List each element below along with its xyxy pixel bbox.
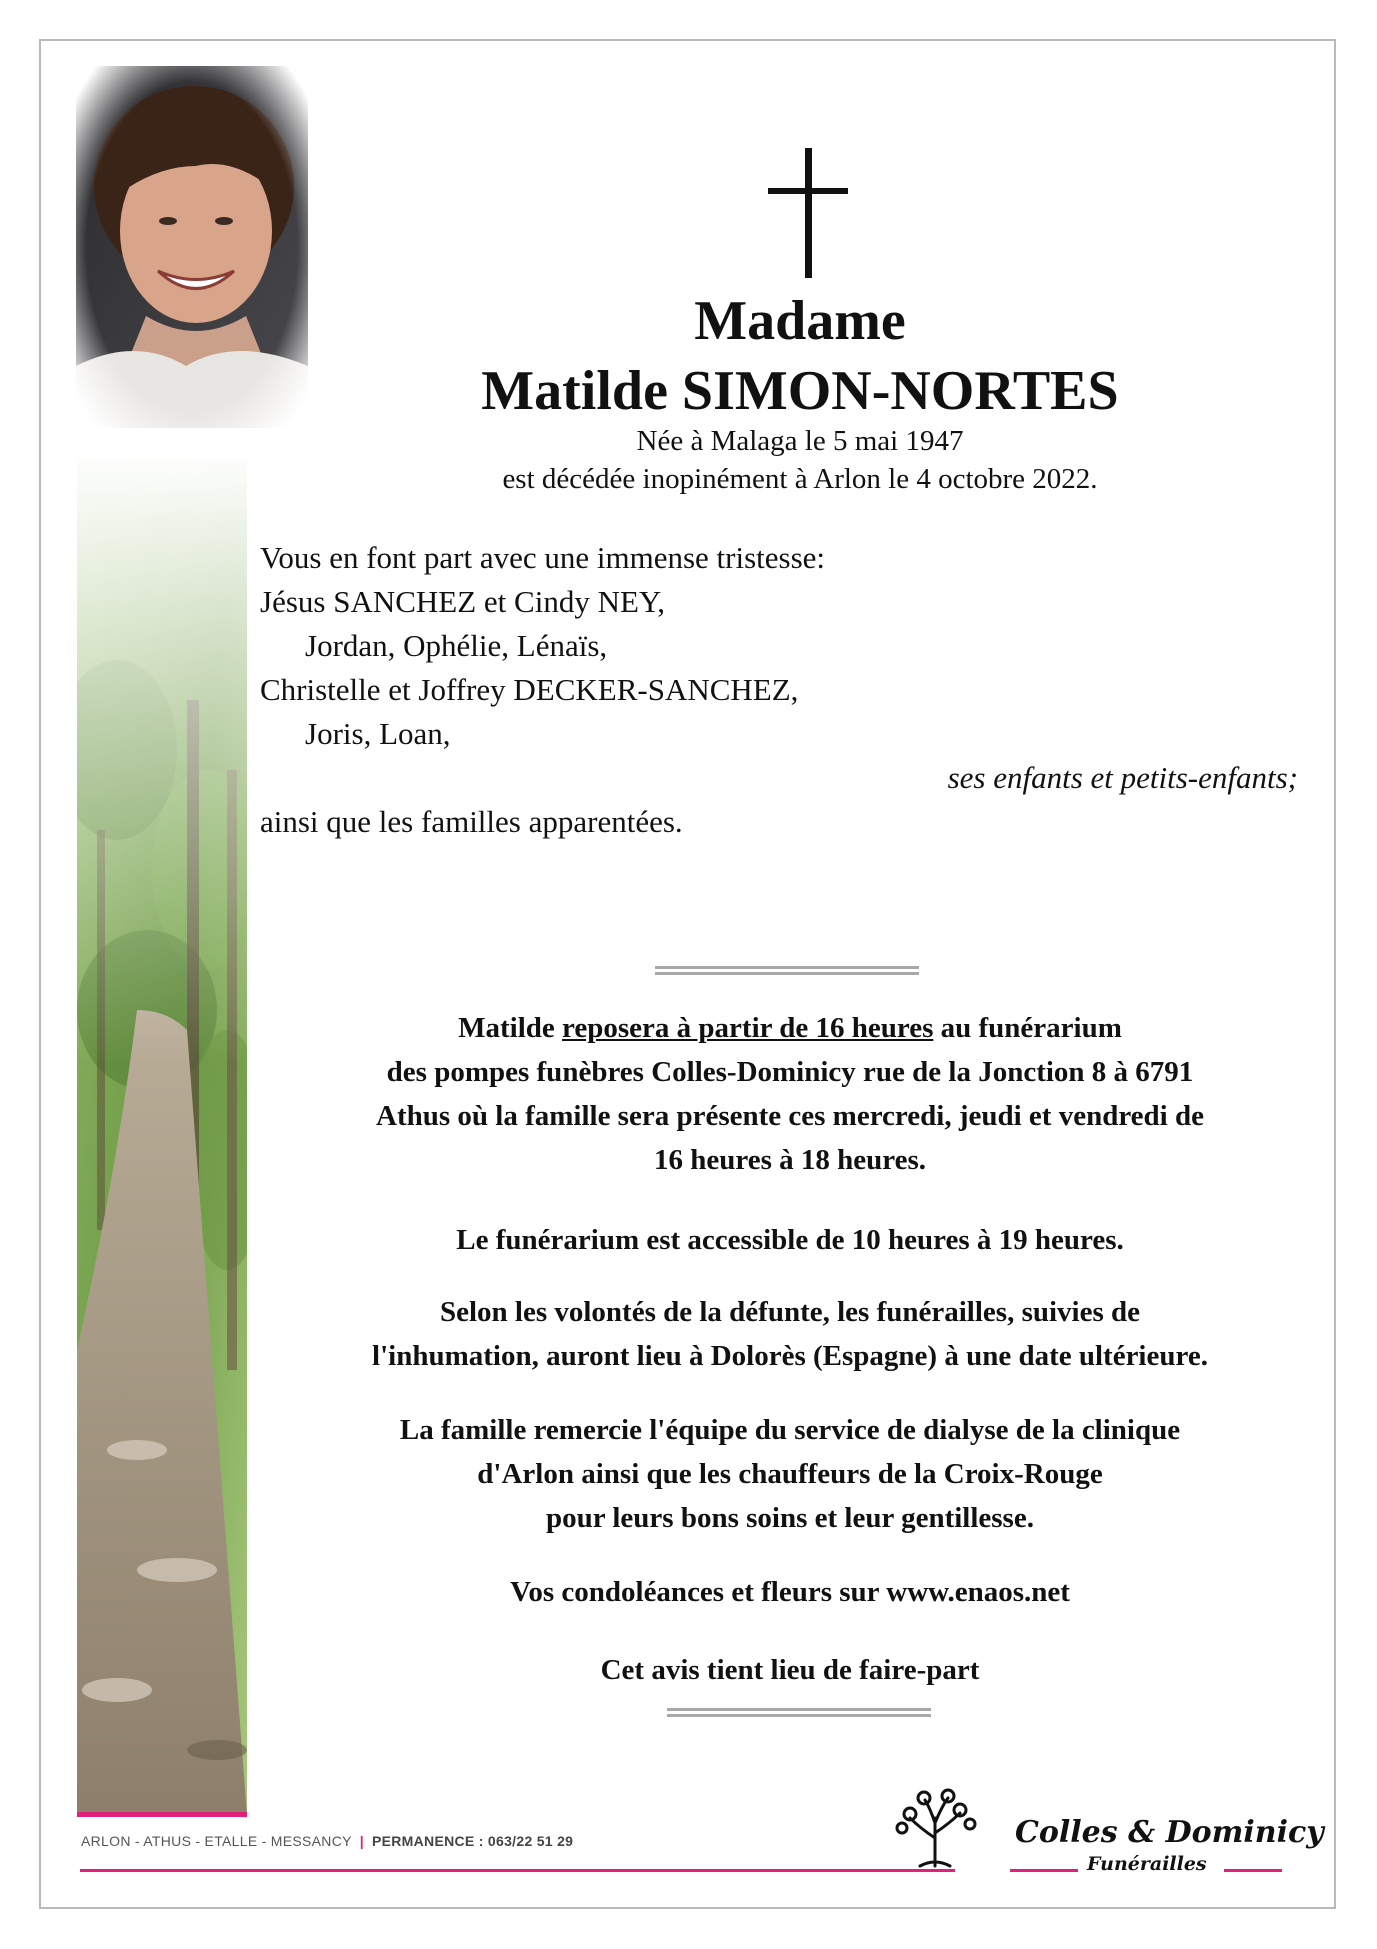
opening-hours: Le funérarium est accessible de 10 heures à 19 heures. [456, 1224, 1124, 1256]
funeral-home-subtitle: Funérailles [1087, 1853, 1207, 1875]
death-info: est décédée inopinément à Arlon le 4 octobre 2022. [502, 463, 1098, 495]
funeral-paragraph: Selon les volontés de la défunte, les funérailles, suivies de l'inhumation, auront lieu à Dolorès (Espagne) à une date ultérieure. [372, 1296, 1208, 1372]
footer-contact: ARLON - ATHUS - ETALLE - MESSANCY | PERMANENCE : 063/22 51 29 [81, 1833, 574, 1849]
deceased-name: Matilde SIMON-NORTES [481, 360, 1119, 422]
thanks-paragraph: La famille remercie l'équipe du service de dialyse de la clinique d'Arlon ainsi que les chauffeurs de la Croix-Rouge pour leurs bons soins et leur gentillesse. [399, 1414, 1181, 1534]
visitation-underlined: reposera à partir de 16 heures [562, 1012, 934, 1044]
family-relation: ses enfants et petits-enfants; [947, 760, 1298, 795]
family-line-2: Jordan, Ophélie, Lénaïs, [305, 628, 608, 663]
cross-icon [768, 148, 848, 278]
tree-logo-icon [890, 1788, 980, 1868]
family-line-1: Jésus SANCHEZ et Cindy NEY, [260, 584, 666, 619]
footer-locations: ARLON - ATHUS - ETALLE - MESSANCY [81, 1833, 352, 1849]
birth-info: Née à Malaga le 5 mai 1947 [636, 425, 964, 457]
forest-path-image [77, 450, 247, 1815]
funeral-home-name: Colles & Dominicy [1015, 1815, 1324, 1850]
visitation-paragraph: Matilde reposera à partir de 16 heures au funérarium des pompes funèbres Colles-Dominicy rue de la Jonction 8 à 6791 Athus où la famille sera présente ces mercredi, jeudi et vendredi de 16 heures à 18 heures. [376, 1012, 1204, 1176]
footer-permanence: PERMANENCE : 063/22 51 29 [372, 1833, 574, 1849]
separator-bottom [667, 1708, 931, 1717]
family-line-4: Joris, Loan, [305, 716, 451, 751]
family-intro: Vous en font part avec une immense tristesse: [260, 540, 826, 575]
portrait-photo [76, 66, 308, 428]
separator-top [655, 966, 919, 975]
salutation: Madame [694, 290, 906, 352]
condolences-link: Vos condoléances et fleurs sur www.enaos.net [510, 1576, 1070, 1608]
accent-line-footer [80, 1869, 955, 1872]
notice-statement: Cet avis tient lieu de faire-part [600, 1654, 980, 1686]
accent-line-forest [77, 1812, 247, 1817]
family-line-3: Christelle et Joffrey DECKER-SANCHEZ, [260, 672, 799, 707]
logo-accent-line-right [1224, 1869, 1282, 1872]
logo-accent-line-left [1010, 1869, 1078, 1872]
family-closing: ainsi que les familles apparentées. [260, 804, 683, 839]
